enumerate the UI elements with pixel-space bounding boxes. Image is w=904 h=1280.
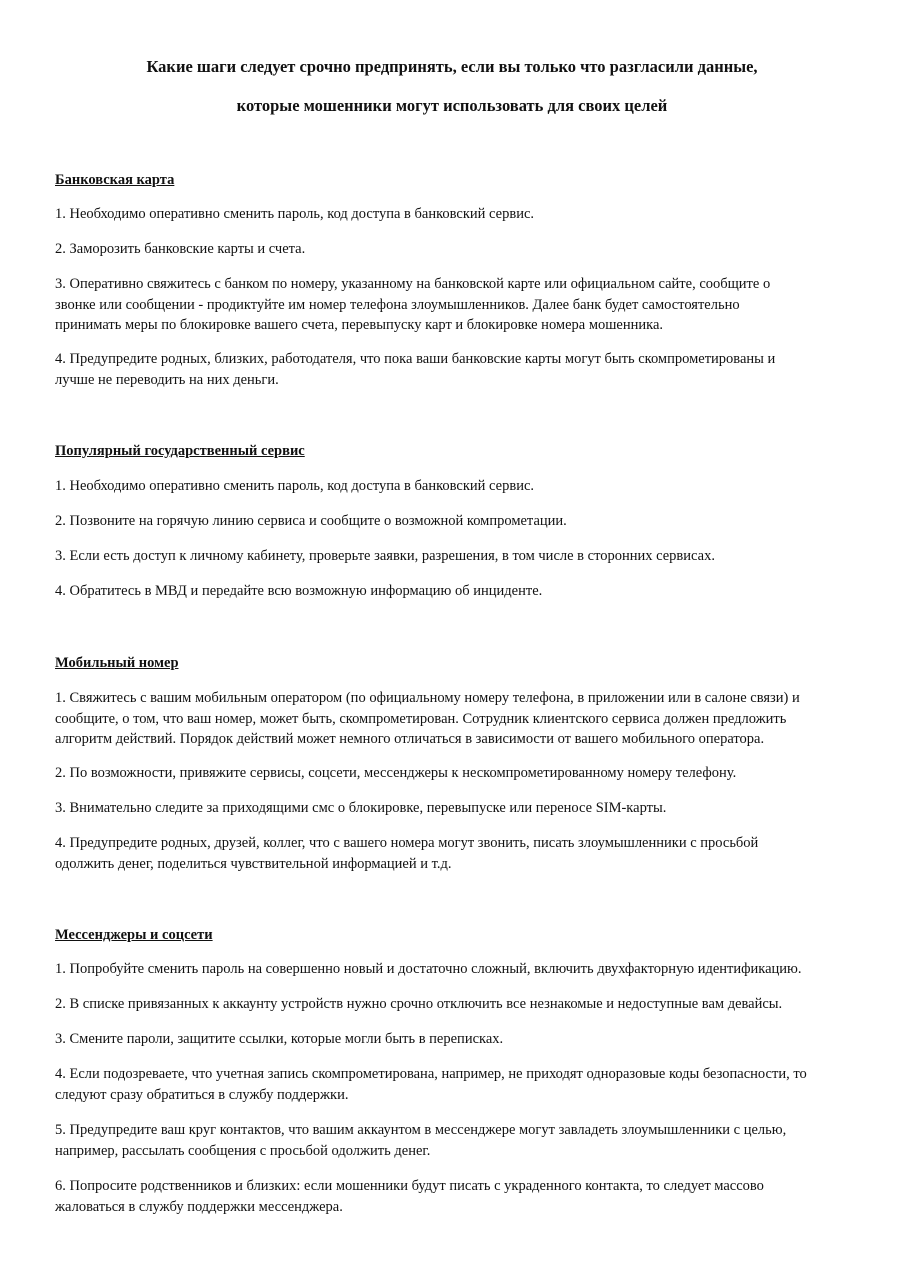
- paragraph-line: 4. Предупредите родных, друзей, коллег, что с вашего номера могут звонить, писать злоумышленники с просьбой: [55, 835, 759, 851]
- paragraph-line: 3. Если есть доступ к личному кабинету, проверьте заявки, разрешения, в том числе в сторонних сервисах.: [55, 548, 715, 564]
- paragraph-line: 2. В списке привязанных к аккаунту устройств нужно срочно отключить все незнакомые и недоступные вам девайсы.: [55, 996, 783, 1012]
- bank-card-item-3: [55, 274, 855, 336]
- paragraph-line: 6. Попросите родственников и близких: если мошенники будут писать с украденного контакта, то следует массово: [55, 1178, 764, 1194]
- paragraph-line: 2. Заморозить банковские карты и счета.: [55, 241, 306, 257]
- paragraph-line: 5. Предупредите ваш круг контактов, что вашим аккаунтом в мессенджере могут завладеть злоумышленники с целью,: [55, 1122, 787, 1138]
- bank-card-item-4: [55, 349, 855, 390]
- paragraph-line: 3. Внимательно следите за приходящими смс о блокировке, перевыпуске или переносе SIM-карты.: [55, 800, 667, 816]
- messengers-item-1: [55, 959, 855, 980]
- paragraph-line: 3. Оперативно свяжитесь с банком по номеру, указанному на банковской карте или официальном сайте, сообщите о: [55, 276, 771, 292]
- paragraph-line: следуют сразу обратиться в службу поддержки.: [55, 1086, 349, 1103]
- bank-card-item-2: [55, 239, 855, 260]
- paragraph-line: 3. Смените пароли, защитите ссылки, которые могли быть в переписках.: [55, 1031, 504, 1047]
- paragraph-line: лучше не переводить на них деньги.: [55, 371, 279, 388]
- messengers-item-5: [55, 1120, 855, 1161]
- paragraph-line: 2. По возможности, привяжите сервисы, соцсети, мессенджеры к нескомпрометированному номеру телефону.: [55, 765, 737, 781]
- paragraph-line: одолжить денег, поделиться чувствительной информацией и т.д.: [55, 855, 452, 872]
- gov-service-item-2: [55, 511, 855, 532]
- section-heading-mobile-number: Мобильный номер: [55, 655, 179, 671]
- paragraph-line: 1. Необходимо оперативно сменить пароль, код доступа в банковский сервис.: [55, 206, 535, 222]
- paragraph-line: 4. Обратитесь в МВД и передайте всю возможную информацию об инциденте.: [55, 583, 543, 599]
- messengers-item-2: [55, 994, 855, 1015]
- paragraph-line: сообщите, о том, что ваш номер, может быть, скомпрометирован. Сотрудник клиентского сервиса должен предложить: [55, 710, 787, 727]
- paragraph-line: принимать меры по блокировке вашего счета, перевыпуску карт и блокировке номера мошенника.: [55, 317, 664, 333]
- mobile-number-item-4: [55, 833, 855, 874]
- gov-service-item-1: [55, 476, 855, 497]
- paragraph-line: алгоритм действий. Порядок действий может немного отличаться в зависимости от вашего мобильного оператора.: [55, 731, 765, 747]
- bank-card-item-1: [55, 204, 855, 225]
- section-heading-messengers: Мессенджеры и соцсети: [55, 927, 213, 943]
- gov-service-item-3: [55, 546, 855, 567]
- messengers-item-6: [55, 1176, 855, 1217]
- section-heading-bank-card: Банковская карта: [55, 172, 175, 188]
- paragraph-line: жаловаться в службу поддержки мессенджера.: [55, 1198, 343, 1215]
- paragraph-line: 1. Свяжитесь с вашим мобильным оператором (по официальному номеру телефона, в приложении или в салоне связи) и: [55, 690, 800, 706]
- paragraph-line: 2. Позвоните на горячую линию сервиса и сообщите о возможной компрометации.: [55, 513, 567, 529]
- paragraph-line: 1. Попробуйте сменить пароль на совершенно новый и достаточно сложный, включить двухфакторную идентификацию.: [55, 961, 802, 977]
- paragraph-line: например, рассылать сообщения с просьбой одолжить денег.: [55, 1142, 431, 1159]
- mobile-number-item-1: [55, 688, 855, 750]
- mobile-number-item-2: [55, 763, 855, 784]
- document-title-line-2: которые мошенники могут использовать для своих целей: [236, 96, 668, 115]
- section-heading-gov-service: Популярный государственный сервис: [55, 443, 305, 459]
- messengers-item-4: [55, 1064, 855, 1105]
- messengers-item-3: [55, 1029, 855, 1050]
- paragraph-line: звонке или сообщении - продиктуйте им номер телефона злоумышленников. Далее банк будет самостоятельно: [55, 296, 740, 313]
- mobile-number-item-3: [55, 798, 855, 819]
- gov-service-item-4: [55, 581, 855, 602]
- paragraph-line: 4. Если подозреваете, что учетная запись скомпрометирована, например, не приходят одноразовые коды безопасности, то: [55, 1066, 807, 1082]
- paragraph-line: 1. Необходимо оперативно сменить пароль, код доступа в банковский сервис.: [55, 478, 535, 494]
- paragraph-line: 4. Предупредите родных, близких, работодателя, что пока ваши банковские карты могут быть скомпрометированы и: [55, 351, 776, 367]
- document-title-line-1: Какие шаги следует срочно предпринять, если вы только что разгласили данные,: [146, 57, 758, 76]
